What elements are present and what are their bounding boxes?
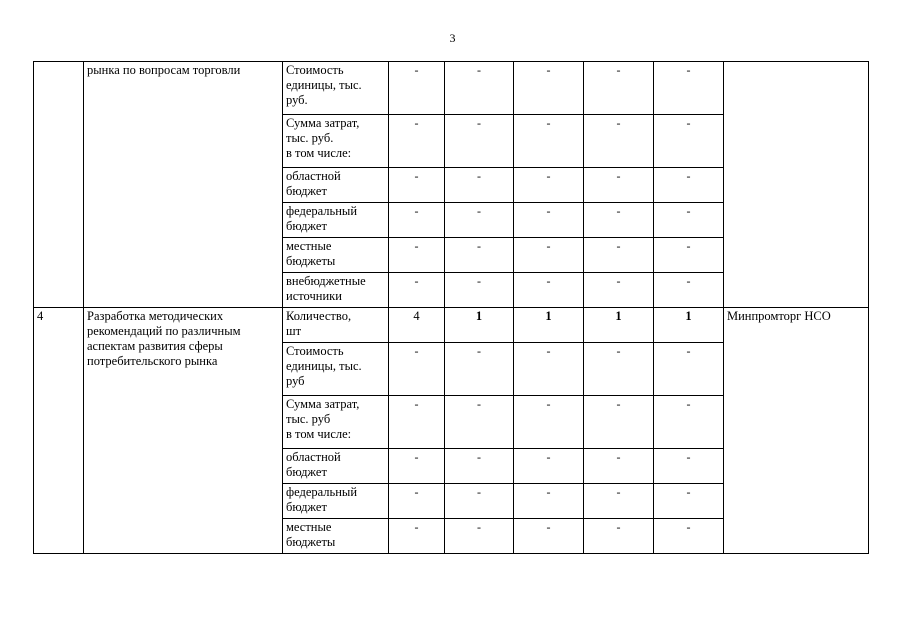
- value-cell: -: [445, 168, 514, 203]
- value-cell: -: [654, 168, 724, 203]
- value-cell: -: [584, 203, 654, 238]
- value-cell: -: [389, 273, 445, 308]
- value-cell: -: [584, 273, 654, 308]
- value-cell: -: [445, 62, 514, 115]
- indicator-cell: областной бюджет: [283, 449, 389, 484]
- indicator-cell: местные бюджеты: [283, 519, 389, 554]
- value-cell: -: [445, 449, 514, 484]
- value-cell: -: [654, 449, 724, 484]
- value-cell: -: [654, 396, 724, 449]
- value-cell: -: [389, 115, 445, 168]
- value-cell: -: [445, 273, 514, 308]
- value-cell: -: [445, 238, 514, 273]
- value-cell: -: [514, 449, 584, 484]
- value-cell: -: [584, 396, 654, 449]
- responsible-cell: [724, 62, 869, 308]
- value-cell: -: [514, 396, 584, 449]
- value-cell: -: [654, 238, 724, 273]
- value-cell: -: [389, 203, 445, 238]
- value-cell: -: [389, 238, 445, 273]
- value-cell: -: [514, 238, 584, 273]
- indicator-cell: Сумма затрат, тыс. руб. в том числе:: [283, 115, 389, 168]
- table-row: [34, 308, 869, 343]
- page-number: 3: [449, 31, 456, 45]
- value-cell: -: [654, 203, 724, 238]
- value-cell: -: [389, 62, 445, 115]
- value-cell: -: [584, 115, 654, 168]
- value-cell: -: [514, 115, 584, 168]
- indicator-cell: внебюджетные источники: [283, 273, 389, 308]
- value-cell: -: [389, 396, 445, 449]
- value-cell: 1: [654, 308, 724, 343]
- program-activities-table: [33, 61, 869, 554]
- value-cell: -: [445, 115, 514, 168]
- value-cell: -: [584, 343, 654, 396]
- value-cell: -: [514, 203, 584, 238]
- indicator-cell: федеральный бюджет: [283, 203, 389, 238]
- indicator-cell: местные бюджеты: [283, 238, 389, 273]
- value-cell: -: [445, 396, 514, 449]
- value-cell: -: [654, 273, 724, 308]
- value-cell: -: [445, 484, 514, 519]
- row-number-cell: [34, 62, 84, 308]
- value-cell: -: [584, 168, 654, 203]
- value-cell: -: [584, 449, 654, 484]
- value-cell: -: [389, 449, 445, 484]
- value-cell: -: [445, 203, 514, 238]
- value-cell: -: [584, 519, 654, 554]
- value-cell: -: [514, 343, 584, 396]
- responsible-cell: Минпромторг НСО: [724, 308, 869, 554]
- value-cell: -: [514, 519, 584, 554]
- value-cell: -: [654, 62, 724, 115]
- indicator-cell: Сумма затрат, тыс. руб в том числе:: [283, 396, 389, 449]
- value-cell: -: [514, 484, 584, 519]
- value-cell: -: [584, 238, 654, 273]
- value-cell: -: [654, 343, 724, 396]
- value-cell: -: [584, 484, 654, 519]
- value-cell: -: [445, 343, 514, 396]
- value-cell: -: [514, 62, 584, 115]
- value-cell: -: [389, 519, 445, 554]
- indicator-cell: Стоимость единицы, тыс. руб: [283, 343, 389, 396]
- value-cell: 1: [514, 308, 584, 343]
- value-cell: -: [445, 519, 514, 554]
- value-cell: -: [389, 484, 445, 519]
- value-cell: 1: [584, 308, 654, 343]
- value-cell: -: [389, 343, 445, 396]
- activity-cell: рынка по вопросам торговли: [84, 62, 283, 308]
- value-cell: -: [514, 273, 584, 308]
- value-cell: -: [584, 62, 654, 115]
- value-cell: -: [514, 168, 584, 203]
- activity-cell: Разработка методических рекомендаций по различным аспектам развития сферы потребительского рынка: [84, 308, 283, 554]
- table-row: [34, 62, 869, 115]
- value-cell: -: [654, 519, 724, 554]
- indicator-cell: Количество, шт: [283, 308, 389, 343]
- value-cell: -: [654, 484, 724, 519]
- value-cell: -: [389, 168, 445, 203]
- indicator-cell: федеральный бюджет: [283, 484, 389, 519]
- indicator-cell: Стоимость единицы, тыс. руб.: [283, 62, 389, 115]
- value-cell: -: [654, 115, 724, 168]
- value-cell: 1: [445, 308, 514, 343]
- value-cell: 4: [389, 308, 445, 343]
- indicator-cell: областной бюджет: [283, 168, 389, 203]
- row-number-cell: 4: [34, 308, 84, 554]
